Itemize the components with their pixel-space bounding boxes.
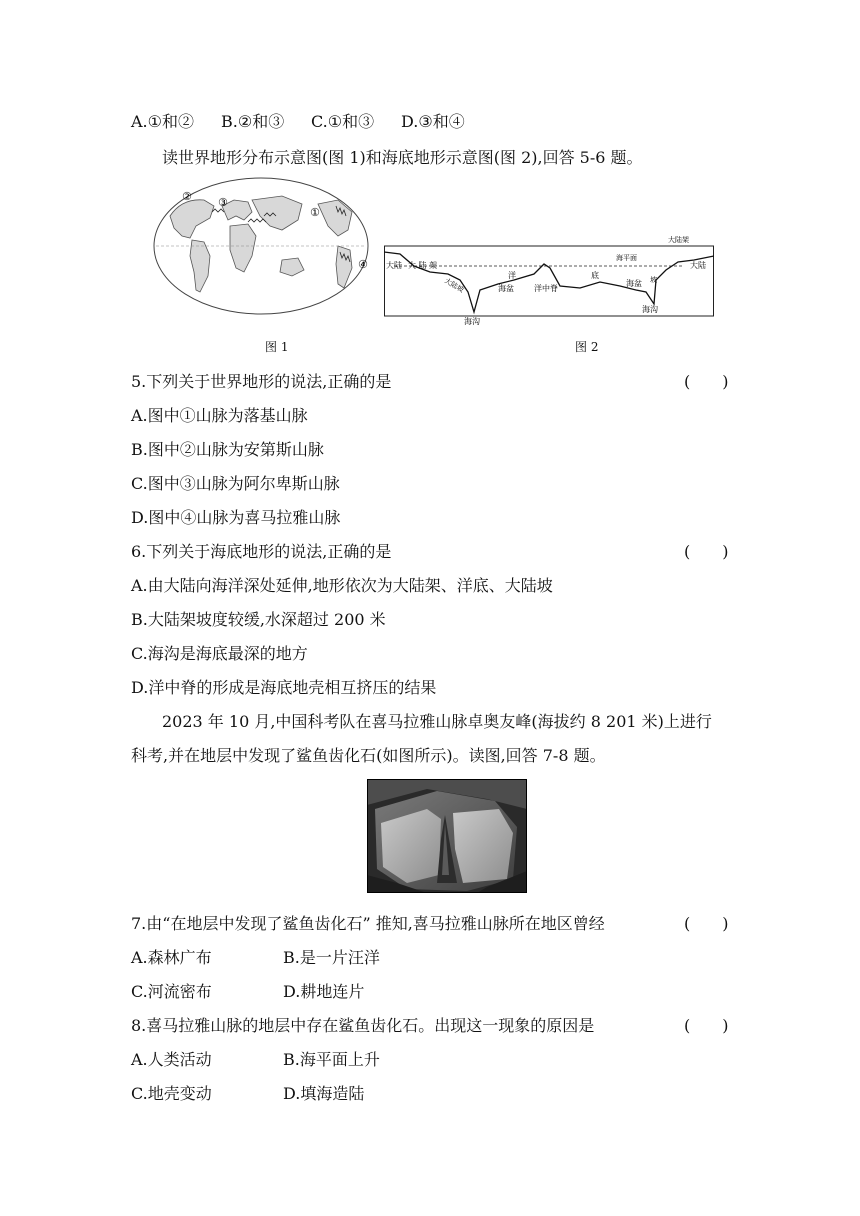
label-basin-right: 海盆 xyxy=(626,279,642,288)
q8-option-b: B.海平面上升 xyxy=(283,1050,380,1069)
intro-7-8-line2: 科考,并在地层中发现了鲨鱼齿化石(如图所示)。读图,回答 7-8 题。 xyxy=(131,746,606,765)
seafloor-profile-diagram xyxy=(384,234,714,326)
intro-5-6: 读世界地形分布示意图(图 1)和海底地形示意图(图 2),回答 5-6 题。 xyxy=(162,148,643,167)
map-marker-1: ① xyxy=(310,206,320,219)
q7-stem: 7.由“在地层中发现了鲨鱼齿化石” 推知,喜马拉雅山脉所在地区曾经 xyxy=(131,914,605,933)
label-shelf-left: 大 陆 架 xyxy=(408,261,438,270)
q5-option-c: C.图中③山脉为阿尔卑斯山脉 xyxy=(131,474,340,493)
q7-answer-paren: ( ) xyxy=(684,914,729,933)
q7-option-c: C.河流密布 xyxy=(131,982,212,1001)
label-slope-left: 大陆坡 xyxy=(443,276,466,295)
label-sea-level: 海平面 xyxy=(616,254,637,262)
q8-stem: 8.喜马拉雅山脉的地层中存在鲨鱼齿化石。出现这一现象的原因是 xyxy=(131,1016,595,1035)
q8-options-row2 xyxy=(131,1084,364,1104)
map-marker-4: ④ xyxy=(358,258,368,271)
q6-option-c: C.海沟是海底最深的地方 xyxy=(131,644,308,663)
q6-option-a: A.由大陆向海洋深处延伸,地形依次为大陆架、洋底、大陆坡 xyxy=(131,576,553,595)
label-floor: 底 xyxy=(591,271,599,280)
q6-option-b: B.大陆架坡度较缓,水深超过 200 米 xyxy=(131,610,386,629)
label-slope-right: 坡 xyxy=(650,276,657,284)
shark-tooth-fossil-photo xyxy=(367,779,527,893)
q6-answer-paren: ( ) xyxy=(684,542,729,561)
label-trench-left: 海沟 xyxy=(464,317,480,326)
q4-options xyxy=(131,112,465,132)
q4-option-c: C.①和③ xyxy=(311,112,375,131)
label-continent-right: 大陆 xyxy=(690,261,706,270)
q7-option-d: D.耕地连片 xyxy=(283,982,365,1001)
label-shelf-right: 大陆架 xyxy=(668,236,689,244)
q8-answer-paren: ( ) xyxy=(684,1016,729,1035)
q4-option-d: D.③和④ xyxy=(401,112,465,131)
q7-options-row1 xyxy=(131,948,380,968)
q8-option-c: C.地壳变动 xyxy=(131,1084,212,1103)
q5-option-a: A.图中①山脉为落基山脉 xyxy=(131,406,308,425)
q8-option-a: A.人类活动 xyxy=(131,1050,212,1069)
label-continent-left: 大陆 xyxy=(386,261,402,270)
q7-options-row2 xyxy=(131,982,364,1002)
q4-option-a: A.①和② xyxy=(131,112,194,131)
q6-option-d: D.洋中脊的形成是海底地壳相互挤压的结果 xyxy=(131,678,437,697)
q5-option-d: D.图中④山脉为喜马拉雅山脉 xyxy=(131,508,341,527)
q5-option-b: B.图中②山脉为安第斯山脉 xyxy=(131,440,324,459)
q6-stem: 6.下列关于海底地形的说法,正确的是 xyxy=(131,542,392,561)
intro-7-8-line1: 2023 年 10 月,中国科考队在喜马拉雅山脉卓奥友峰(海拔约 8 201 米)上进行 xyxy=(162,712,712,731)
map-marker-3: ③ xyxy=(218,196,228,209)
q5-stem: 5.下列关于世界地形的说法,正确的是 xyxy=(131,372,392,391)
q8-option-d: D.填海造陆 xyxy=(283,1084,365,1103)
label-trench-right: 海沟 xyxy=(642,305,658,314)
label-ocean: 洋 xyxy=(508,271,516,280)
world-terrain-map xyxy=(152,176,370,316)
map-marker-2: ② xyxy=(182,190,192,203)
label-basin-left: 海盆 xyxy=(498,284,514,293)
fig2-caption: 图 2 xyxy=(575,340,599,354)
q5-answer-paren: ( ) xyxy=(684,372,729,391)
label-ridge: 洋中脊 xyxy=(534,284,558,293)
q7-option-b: B.是一片汪洋 xyxy=(283,948,380,967)
fig1-caption: 图 1 xyxy=(265,340,289,354)
q7-option-a: A.森林广布 xyxy=(131,948,212,967)
q8-options-row1 xyxy=(131,1050,380,1070)
q4-option-b: B.②和③ xyxy=(221,112,285,131)
